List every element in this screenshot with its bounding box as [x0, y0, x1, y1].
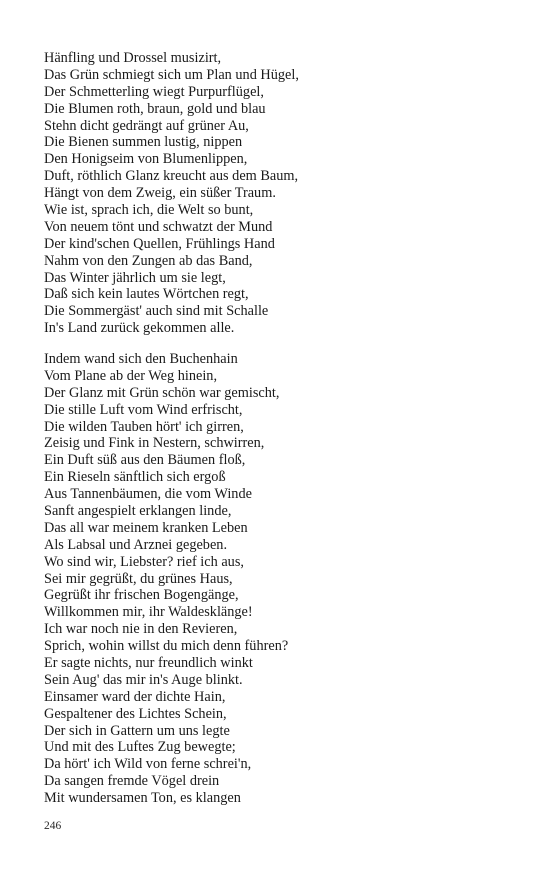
poem-line: Das all war meinem kranken Leben: [44, 519, 248, 536]
poem-line: Mit wundersamen Ton, es klangen: [44, 790, 241, 807]
poem-line: Gespaltener des Lichtes Schein,: [44, 705, 227, 722]
poem-line: Den Honigseim von Blumenlippen,: [44, 151, 248, 168]
poem-line: Als Labsal und Arznei gegeben.: [44, 536, 228, 553]
poem-line: Wie ist, sprach ich, die Welt so bunt,: [44, 202, 254, 219]
poem-line: Der Glanz mit Grün schön war gemischt,: [44, 384, 280, 401]
poem-line: Das Grün schmiegt sich um Plan und Hügel,: [44, 66, 299, 83]
poem-line: Er sagte nichts, nur freundlich winkt: [44, 655, 253, 672]
poem-line: Sprich, wohin willst du mich denn führen?: [44, 638, 289, 655]
poem-line: In's Land zurück gekommen alle.: [44, 320, 235, 337]
poem-line: Gegrüßt ihr frischen Bogengänge,: [44, 587, 239, 604]
poem-line: Die stille Luft vom Wind erfrischt,: [44, 401, 243, 418]
poem-line: Einsamer ward der dichte Hain,: [44, 688, 226, 705]
poem-line: Sei mir gegrüßt, du grünes Haus,: [44, 570, 233, 587]
poem-line: Die Sommergäst' auch sind mit Schalle: [44, 303, 269, 320]
poem-line: Das Winter jährlich um sie legt,: [44, 269, 226, 286]
poem-line: Und mit des Luftes Zug bewegte;: [44, 739, 236, 756]
poem-line: Sanft angespielt erklangen linde,: [44, 503, 232, 520]
poem-line: Da hört' ich Wild von ferne schrei'n,: [44, 756, 252, 773]
poem-line: Hängt von dem Zweig, ein süßer Traum.: [44, 185, 276, 202]
poem-stanza-2: [44, 351, 504, 807]
poem-line: Willkommen mir, ihr Waldesklänge!: [44, 604, 253, 621]
poem-line: Daß sich kein lautes Wörtchen regt,: [44, 286, 249, 303]
poem-line: Zeisig und Fink in Nestern, schwirren,: [44, 435, 265, 452]
poem-line: Da sangen fremde Vögel drein: [44, 773, 220, 790]
poem-line: Vom Plane ab der Weg hinein,: [44, 367, 218, 384]
poem-line: Aus Tannenbäumen, die vom Winde: [44, 486, 252, 503]
poem-line: Nahm von den Zungen ab das Band,: [44, 252, 253, 269]
poem-line: Die wilden Tauben hört' ich girren,: [44, 418, 244, 435]
poem-line: Ich war noch nie in den Revieren,: [44, 621, 238, 638]
poem-line: Indem wand sich den Buchenhain: [44, 351, 238, 367]
poem-line: Die Bienen summen lustig, nippen: [44, 134, 243, 151]
poem-line: Der Schmetterling wiegt Purpurflügel,: [44, 83, 264, 100]
poem-line: Sein Aug' das mir in's Auge blinkt.: [44, 671, 243, 688]
poem-line: Ein Duft süß aus den Bäumen floß,: [44, 452, 246, 469]
poem-line: Wo sind wir, Liebster? rief ich aus,: [44, 553, 244, 570]
poem-line: Hänfling und Drossel musizirt,: [44, 50, 222, 66]
poem-line: Der kind'schen Quellen, Frühlings Hand: [44, 235, 275, 252]
poem-line: Stehn dicht gedrängt auf grüner Au,: [44, 117, 249, 134]
poem-line: Der sich in Gattern um uns legte: [44, 722, 230, 739]
poem-line: Von neuem tönt und schwatzt der Mund: [44, 218, 273, 235]
poem-line: Ein Rieseln sänftlich sich ergoß: [44, 469, 226, 486]
poem-line: Die Blumen roth, braun, gold und blau: [44, 100, 266, 117]
poem-line: Duft, röthlich Glanz kreucht aus dem Baum,: [44, 168, 299, 185]
page-number: 246: [44, 820, 62, 832]
poem-stanza-1: [44, 50, 504, 337]
